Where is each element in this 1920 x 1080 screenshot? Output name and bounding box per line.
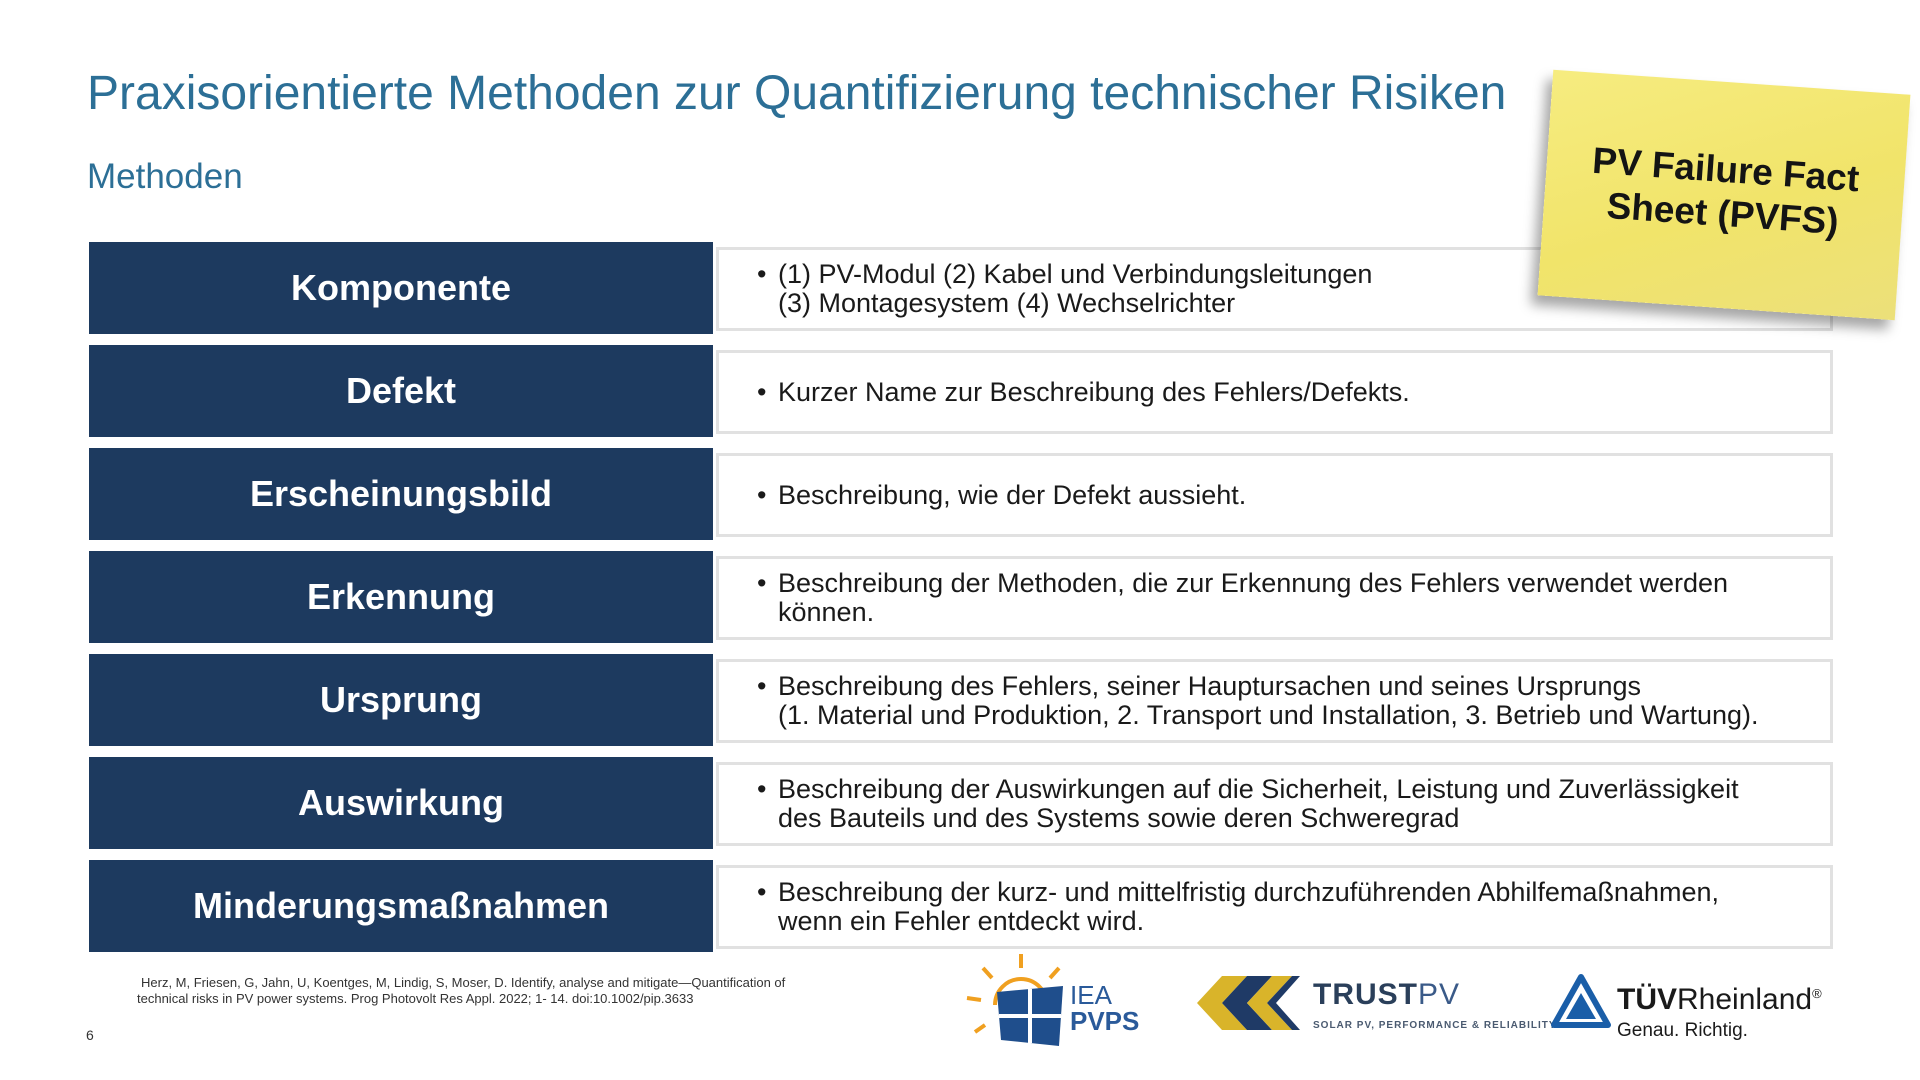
- description-line: Beschreibung des Fehlers, seiner Hauptursachen und seines Ursprungs: [778, 671, 1641, 701]
- row-description: [716, 659, 1833, 743]
- bullet-icon: •: [757, 877, 767, 907]
- bullet-icon: •: [757, 774, 767, 804]
- reference-citation: [137, 975, 786, 1007]
- bullet-icon: •: [757, 671, 767, 701]
- row-description: [716, 762, 1833, 846]
- slide-subtitle: Methoden: [87, 157, 243, 196]
- bullet-icon: •: [757, 479, 767, 510]
- tuv-triangle-icon: [1550, 973, 1612, 1035]
- table-row: [89, 860, 1837, 952]
- description-line: (1. Material und Produktion, 2. Transport und Installation, 3. Betrieb und Wartung).: [778, 700, 1759, 730]
- bullet-icon: •: [757, 259, 767, 289]
- trustpv-logo: [1192, 968, 1557, 1038]
- row-label: Erscheinungsbild: [89, 448, 713, 540]
- page-number: 6: [86, 1027, 94, 1043]
- row-label: Erkennung: [89, 551, 713, 643]
- pvps-text: PVPS: [1070, 1006, 1140, 1036]
- row-description: [716, 453, 1833, 537]
- description-line: wenn ein Fehler entdeckt wird.: [778, 906, 1145, 936]
- description-line: Kurzer Name zur Beschreibung des Fehlers/Defekts.: [778, 376, 1410, 407]
- bullet-icon: •: [757, 568, 767, 598]
- trust-text: TRUST: [1313, 978, 1418, 1011]
- table-row: [89, 551, 1837, 643]
- row-description: [716, 865, 1833, 949]
- table-row: [89, 448, 1837, 540]
- description-line: (1) PV-Modul (2) Kabel und Verbindungsleitungen: [778, 259, 1373, 289]
- sticky-note-line: PV Failure Fact: [1591, 139, 1861, 200]
- tuv-rheinland-logo: [1550, 973, 1850, 1045]
- registered-mark: ®: [1812, 986, 1822, 1001]
- row-label: Auswirkung: [89, 757, 713, 849]
- table-row: [89, 757, 1837, 849]
- description-line: des Bauteils und des Systems sowie deren Schweregrad: [778, 803, 1460, 833]
- description-line: (3) Montagesystem (4) Wechselrichter: [778, 288, 1236, 318]
- description-line: Beschreibung der Auswirkungen auf die Sicherheit, Leistung und Zuverlässigkeit: [778, 774, 1739, 804]
- reference-line: Herz, M, Friesen, G, Jahn, U, Koentges, M, Lindig, S, Moser, D. Identify, analyse and mitigate—Quantification of: [141, 975, 786, 990]
- tuv-text: TÜV: [1617, 983, 1677, 1016]
- description-line: können.: [778, 597, 875, 627]
- table-row: [89, 654, 1837, 746]
- iea-pvps-logo: [955, 950, 1145, 1050]
- reference-line: technical risks in PV power systems. Prog Photovolt Res Appl. 2022; 1- 14. doi:10.1002/pip.3633: [137, 991, 694, 1006]
- description-line: Beschreibung, wie der Defekt aussieht.: [778, 479, 1247, 510]
- sticky-note-line: Sheet (PVFS): [1605, 184, 1841, 243]
- methods-table: [89, 242, 1837, 963]
- row-description: [716, 556, 1833, 640]
- row-description: [716, 350, 1833, 434]
- rheinland-text: Rheinland: [1677, 983, 1813, 1016]
- row-label: Ursprung: [89, 654, 713, 746]
- row-label: Minderungsmaßnahmen: [89, 860, 713, 952]
- description-line: Beschreibung der kurz- und mittelfristig durchzuführenden Abhilfemaßnahmen,: [778, 877, 1720, 907]
- trustpv-tagline: SOLAR PV, PERFORMANCE & RELIABILITY: [1313, 1020, 1557, 1031]
- tuv-slogan: Genau. Richtig.: [1617, 1020, 1748, 1041]
- trustpv-mark-icon: [1192, 968, 1302, 1038]
- row-label: Komponente: [89, 242, 713, 334]
- sticky-note: [1538, 70, 1911, 320]
- bullet-icon: •: [757, 376, 767, 407]
- description-line: Beschreibung der Methoden, die zur Erkennung des Fehlers verwendet werden: [778, 568, 1729, 598]
- table-row: [89, 345, 1837, 437]
- pv-text: PV: [1418, 978, 1461, 1011]
- row-label: Defekt: [89, 345, 713, 437]
- slide-title: Praxisorientierte Methoden zur Quantifizierung technischer Risiken: [87, 67, 1507, 120]
- iea-text: IEA: [1070, 980, 1112, 1010]
